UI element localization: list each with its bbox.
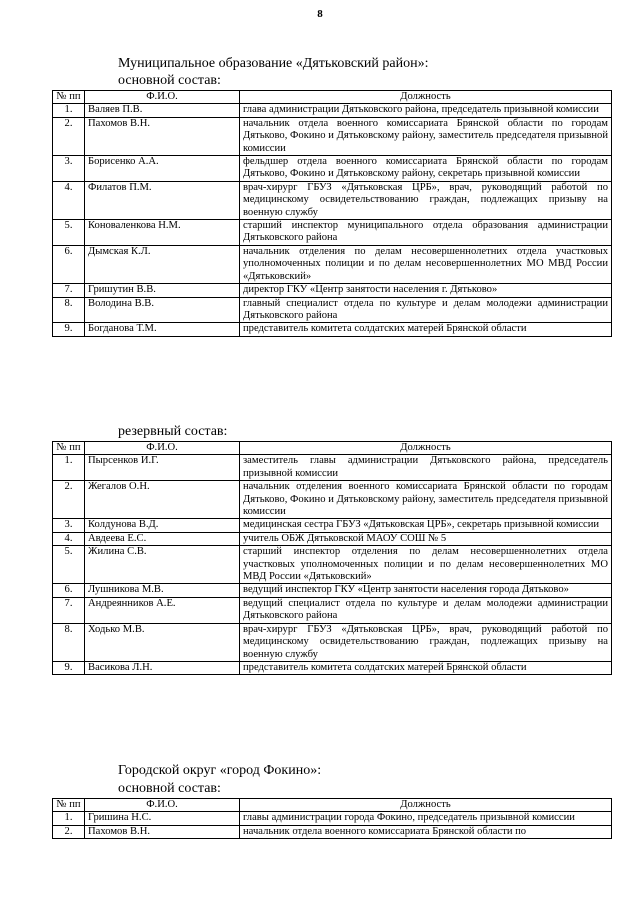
table-row: [53, 455, 612, 481]
column-header: № пп: [53, 799, 85, 812]
member-position: учитель ОБЖ Дятьковской МАОУ СОШ № 5: [240, 532, 612, 545]
row-number: 9.: [53, 323, 85, 336]
member-name: Пахомов В.Н.: [85, 117, 240, 155]
member-name: Жегалов О.Н.: [85, 481, 240, 519]
table-row: [53, 661, 612, 674]
column-header: № пп: [53, 91, 85, 104]
table-row: [53, 181, 612, 219]
row-number: 5.: [53, 220, 85, 246]
page-number: 8: [317, 8, 323, 20]
table-header-row: [53, 442, 612, 455]
row-number: 9.: [53, 661, 85, 674]
member-position: врач-хирург ГБУЗ «Дятьковская ЦРБ», врач, руководящий работой по медицинскому освидетельствованию граждан, подлежащих призыву на военную службу: [240, 181, 612, 219]
member-name: Володина В.В.: [85, 297, 240, 323]
section-subheading: резервный состав:: [118, 424, 228, 439]
table-row: [53, 323, 612, 336]
member-position: начальник отдела военного комиссариата Брянской области по: [240, 825, 612, 838]
row-number: 6.: [53, 584, 85, 597]
member-name: Васикова Л.Н.: [85, 661, 240, 674]
column-header: Ф.И.О.: [85, 91, 240, 104]
table-header-row: [53, 91, 612, 104]
member-position: старший инспектор отделения по делам несовершеннолетних отдела участковых уполномоченных полиции и по делам несовершеннолетних МО МВД России «Дятьковский»: [240, 546, 612, 584]
member-position: ведущий инспектор ГКУ «Центр занятости населения города Дятьково»: [240, 584, 612, 597]
column-header: № пп: [53, 442, 85, 455]
member-name: Жилина С.В.: [85, 546, 240, 584]
member-position: начальник отделения по делам несовершеннолетних отдела участковых уполномоченных полиции и по делам несовершеннолетних МО МВД России «Дятьковский»: [240, 245, 612, 283]
column-header: Ф.И.О.: [85, 799, 240, 812]
section-heading: Городской округ «город Фокино»:: [118, 763, 322, 778]
member-name: Валяев П.В.: [85, 104, 240, 117]
table-header-row: [53, 799, 612, 812]
member-position: главный специалист отдела по культуре и делам молодежи администрации Дятьковского района: [240, 297, 612, 323]
table-row: [53, 104, 612, 117]
row-number: 4.: [53, 181, 85, 219]
table-row: [53, 812, 612, 825]
row-number: 2.: [53, 825, 85, 838]
section-heading: Муниципальное образование «Дятьковский район»:: [118, 56, 429, 71]
table-row: [53, 584, 612, 597]
row-number: 1.: [53, 104, 85, 117]
member-position: главы администрации города Фокино, председатель призывной комиссии: [240, 812, 612, 825]
member-position: представитель комитета солдатских матерей Брянской области: [240, 661, 612, 674]
member-name: Колдунова В.Д.: [85, 519, 240, 532]
member-name: Пырсенков И.Г.: [85, 455, 240, 481]
member-position: директор ГКУ «Центр занятости населения г. Дятьково»: [240, 284, 612, 297]
member-name: Гришина Н.С.: [85, 812, 240, 825]
table-row: [53, 546, 612, 584]
section-subheading: основной состав:: [118, 73, 221, 88]
row-number: 3.: [53, 156, 85, 182]
row-number: 2.: [53, 481, 85, 519]
row-number: 3.: [53, 519, 85, 532]
member-position: фельдшер отдела военного комиссариата Брянской области по городам Дятьково, Фокино и Дятьковскому району, секретарь призывной комиссии: [240, 156, 612, 182]
member-position: старший инспектор муниципального отдела образования администрации Дятьковского района: [240, 220, 612, 246]
member-name: Пахомов В.Н.: [85, 825, 240, 838]
row-number: 2.: [53, 117, 85, 155]
member-position: медицинская сестра ГБУЗ «Дятьковская ЦРБ», секретарь призывной комиссии: [240, 519, 612, 532]
table-row: [53, 623, 612, 661]
column-header: Ф.И.О.: [85, 442, 240, 455]
table-row: [53, 220, 612, 246]
row-number: 8.: [53, 297, 85, 323]
row-number: 8.: [53, 623, 85, 661]
member-name: Ходько М.В.: [85, 623, 240, 661]
row-number: 7.: [53, 597, 85, 623]
commission-table-reserve: [52, 441, 612, 675]
member-name: Андреянников А.Е.: [85, 597, 240, 623]
column-header: Должность: [240, 91, 612, 104]
section-subheading: основной состав:: [118, 781, 221, 796]
member-name: Дымская К.Л.: [85, 245, 240, 283]
member-position: ведущий специалист отдела по культуре и делам молодежи администрации Дятьковского района: [240, 597, 612, 623]
member-position: глава администрации Дятьковского района, председатель призывной комиссии: [240, 104, 612, 117]
row-number: 1.: [53, 812, 85, 825]
row-number: 6.: [53, 245, 85, 283]
table-row: [53, 519, 612, 532]
column-header: Должность: [240, 799, 612, 812]
table-row: [53, 284, 612, 297]
member-name: Борисенко А.А.: [85, 156, 240, 182]
row-number: 1.: [53, 455, 85, 481]
member-name: Филатов П.М.: [85, 181, 240, 219]
table-row: [53, 481, 612, 519]
table-row: [53, 825, 612, 838]
commission-table-main: [52, 90, 612, 337]
commission-table-fokino: [52, 798, 612, 839]
table-row: [53, 156, 612, 182]
member-name: Лушникова М.В.: [85, 584, 240, 597]
member-name: Авдеева Е.С.: [85, 532, 240, 545]
row-number: 5.: [53, 546, 85, 584]
member-name: Коноваленкова Н.М.: [85, 220, 240, 246]
column-header: Должность: [240, 442, 612, 455]
table-row: [53, 297, 612, 323]
member-position: начальник отделения военного комиссариата Брянской области по городам Дятьково, Фокино и Дятьковскому району, заместитель председателя призывной комиссии: [240, 481, 612, 519]
member-name: Богданова Т.М.: [85, 323, 240, 336]
member-position: заместитель главы администрации Дятьковского района, председатель призывной комиссии: [240, 455, 612, 481]
member-position: начальник отдела военного комиссариата Брянской области по городам Дятьково, Фокино и Дятьковскому району, заместитель председателя призывной комиссии: [240, 117, 612, 155]
member-name: Гришутин В.В.: [85, 284, 240, 297]
table-row: [53, 597, 612, 623]
member-position: представитель комитета солдатских матерей Брянской области: [240, 323, 612, 336]
member-position: врач-хирург ГБУЗ «Дятьковская ЦРБ», врач, руководящий работой по медицинскому освидетельствованию граждан, подлежащих призыву на военную службу: [240, 623, 612, 661]
row-number: 4.: [53, 532, 85, 545]
table-row: [53, 532, 612, 545]
table-row: [53, 245, 612, 283]
table-row: [53, 117, 612, 155]
row-number: 7.: [53, 284, 85, 297]
